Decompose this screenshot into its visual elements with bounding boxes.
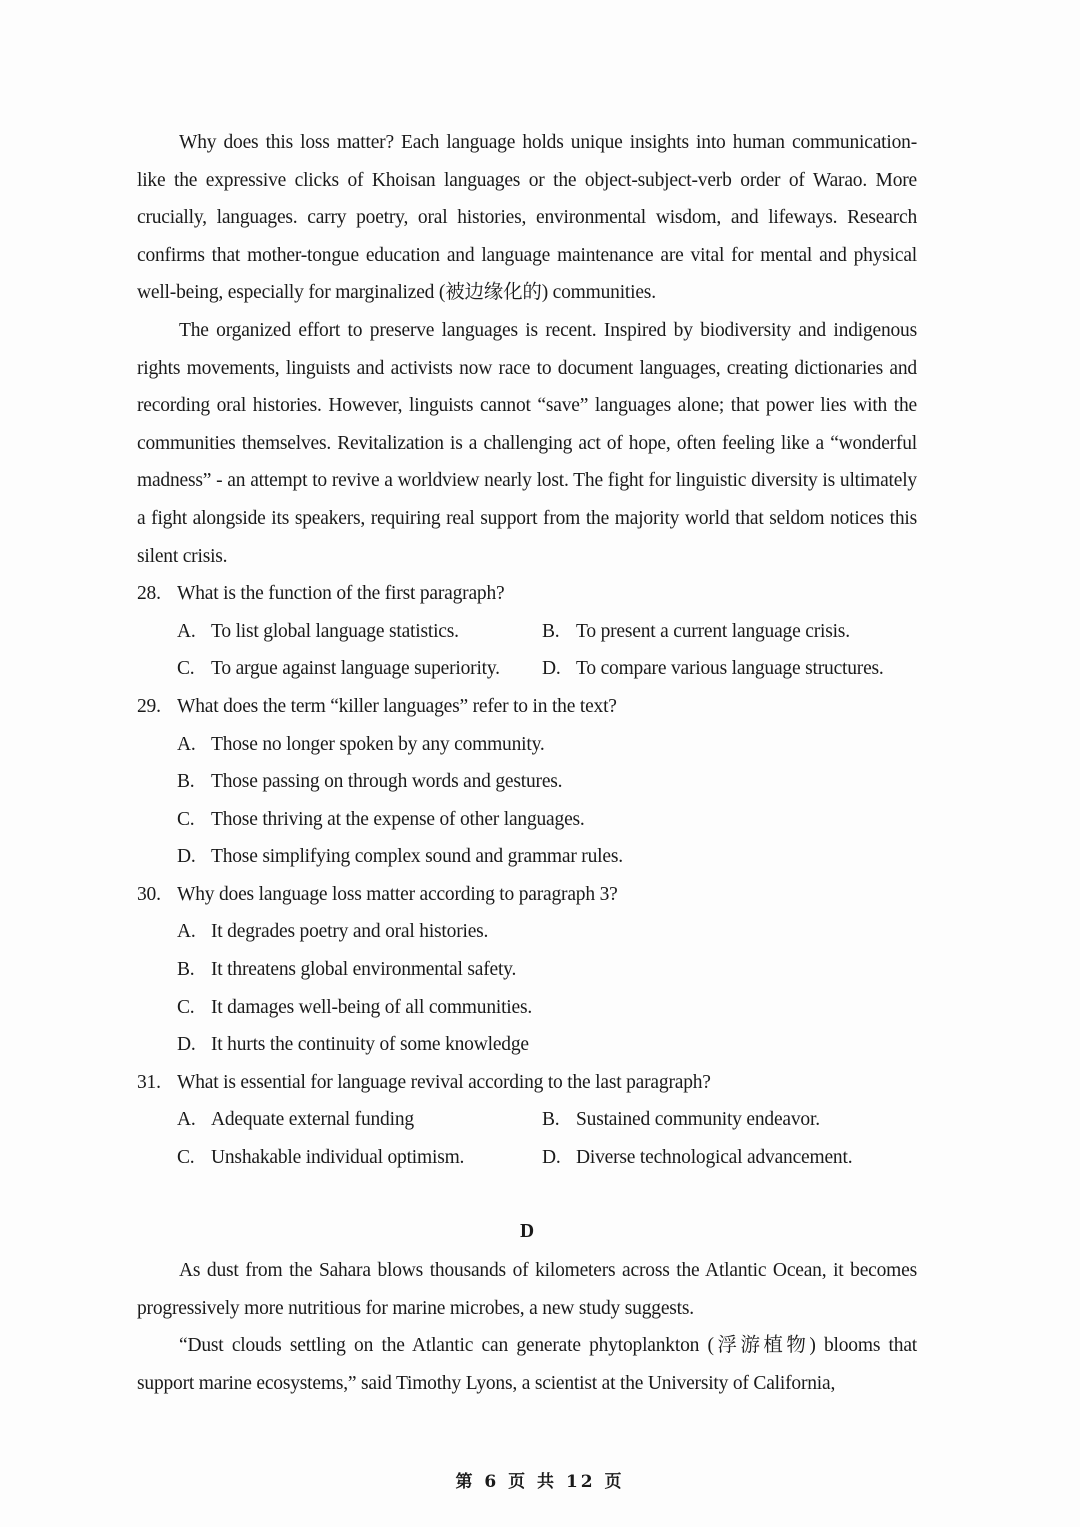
- option-a[interactable]: A. To list global language statistics.: [177, 620, 459, 642]
- option-c[interactable]: C. Unshakable individual optimism.: [177, 1147, 465, 1169]
- options-row: [137, 650, 917, 688]
- options-row: [137, 1139, 917, 1177]
- page-number-footer: 第 6 页 共 12 页: [455, 1472, 625, 1492]
- option-a[interactable]: A. Adequate external funding: [177, 1109, 414, 1131]
- page-content: [137, 124, 917, 1403]
- question-29: [137, 688, 917, 876]
- option-d[interactable]: D. It hurts the continuity of some knowledge: [177, 1034, 529, 1056]
- options-row: [137, 1101, 917, 1139]
- question-number: 28.: [137, 583, 161, 605]
- section-title: D: [520, 1220, 534, 1242]
- option-d[interactable]: D. Those simplifying complex sound and grammar rules.: [177, 846, 623, 868]
- option-d[interactable]: D. To compare various language structures.: [542, 658, 884, 680]
- option-a[interactable]: A. It degrades poetry and oral histories.: [177, 921, 489, 943]
- question-stem: [137, 688, 917, 726]
- option-d[interactable]: D. Diverse technological advancement.: [542, 1147, 853, 1169]
- passage-c-paragraph-4: The organized effort to preserve languages is recent. Inspired by biodiversity and indigenous rights movements, linguists and activists now race to document languages, creating dictionaries and recording oral histories. However, linguists cannot “save” languages alone; that power lies with the communities themselves. Revitalization is a challenging act of hope, often feeling like a “wonderful madness” - an attempt to revive a worldview nearly lost. The fight for linguistic diversity is ultimately a fight alongside its speakers, requiring real support from the majority world that seldom notices this silent crisis.: [137, 319, 917, 567]
- question-number: 31.: [137, 1071, 161, 1093]
- question-number: 30.: [137, 883, 161, 905]
- option-c[interactable]: C. Those thriving at the expense of other languages.: [177, 808, 585, 830]
- question-stem: [137, 1064, 917, 1102]
- question-number: 29.: [137, 695, 161, 717]
- option-a[interactable]: A. Those no longer spoken by any community.: [177, 733, 545, 755]
- passage-d-paragraph-2: “Dust clouds settling on the Atlantic can generate phytoplankton (浮游植物) blooms that support marine ecosystems,” said Timothy Lyons, a scientist at the University of California,: [137, 1335, 917, 1394]
- option-b[interactable]: B. Sustained community endeavor.: [542, 1109, 820, 1131]
- option-c[interactable]: C. To argue against language superiority.: [177, 658, 500, 680]
- question-text: What is the function of the first paragraph?: [177, 583, 505, 605]
- option-b[interactable]: B. Those passing on through words and gestures.: [177, 771, 563, 793]
- passage-d-paragraph-1: As dust from the Sahara blows thousands of kilometers across the Atlantic Ocean, it becomes progressively more nutritious for marine microbes, a new study suggests.: [137, 1260, 917, 1319]
- option-b[interactable]: B. To present a current language crisis.: [542, 620, 850, 642]
- question-31: [137, 1064, 917, 1177]
- question-stem: [137, 876, 917, 914]
- options-row: [137, 613, 917, 651]
- option-c[interactable]: C. It damages well-being of all communities.: [177, 996, 533, 1018]
- question-28: [137, 575, 917, 688]
- question-text: What is essential for language revival according to the last paragraph?: [177, 1071, 711, 1093]
- question-30: [137, 876, 917, 1064]
- passage-c-paragraph-3: Why does this loss matter? Each language holds unique insights into human communication- like the expressive clicks of Khoisan languages or the object-subject-verb order of Warao. More crucially, languages. carry poetry, oral histories, environmental wisdom, and lifeways. Research confirms that mother-tongue education and language maintenance are vital for mental and physical well-being, especially for marginalized (被边缘化的) communities.: [137, 132, 917, 304]
- question-stem: [137, 575, 917, 613]
- option-b[interactable]: B. It threatens global environmental safety.: [177, 959, 517, 981]
- question-text: Why does language loss matter according to paragraph 3?: [177, 883, 618, 905]
- question-text: What does the term “killer languages” refer to in the text?: [177, 695, 617, 717]
